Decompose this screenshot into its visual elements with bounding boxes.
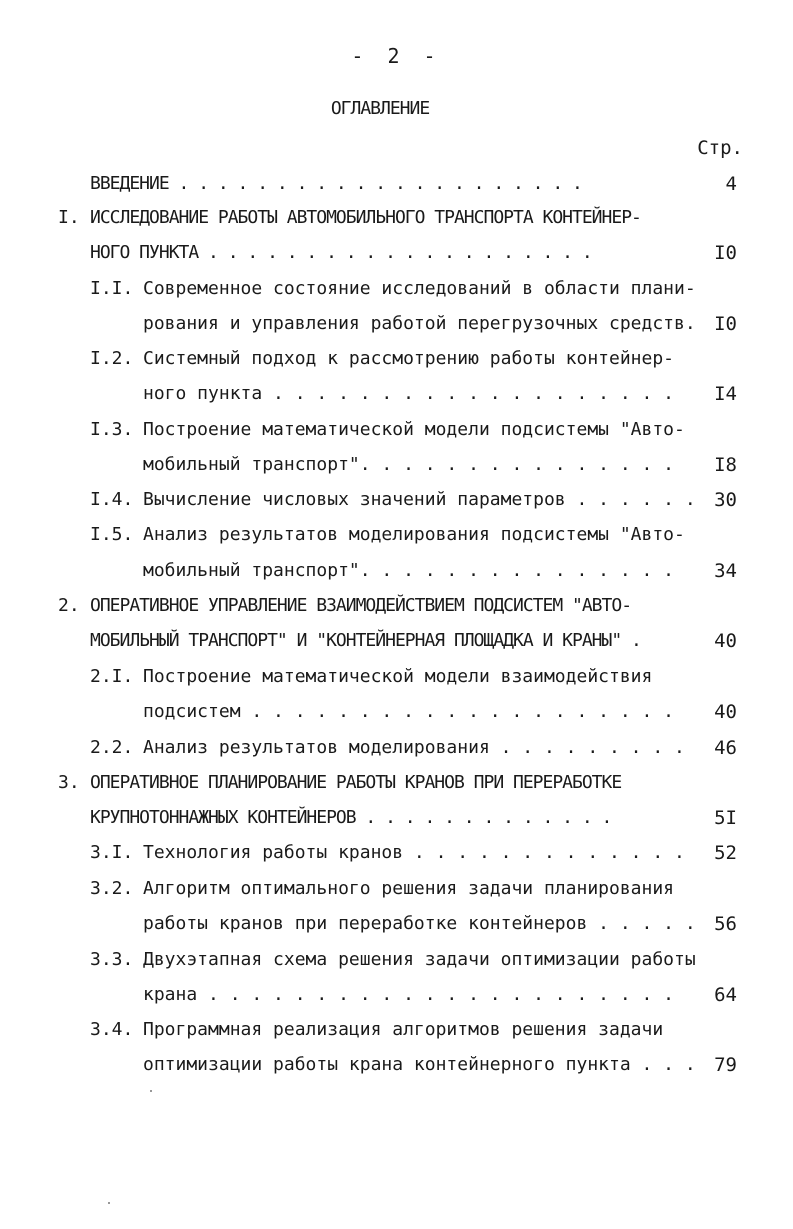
toc-entry-number: I.5. bbox=[90, 524, 134, 545]
toc-entry-number: I.3. bbox=[90, 419, 134, 440]
toc-entry-page: I0 bbox=[714, 242, 737, 264]
toc-entry-page: 4 bbox=[725, 173, 737, 195]
toc-entry-page: 79 bbox=[714, 1054, 737, 1076]
toc-entry-number: I.4. bbox=[90, 489, 134, 510]
toc-entry-page: 30 bbox=[714, 489, 737, 511]
toc-entry-text: Системный подход к рассмотрению работы контейнер- bbox=[143, 348, 675, 369]
toc-entry-text: ИССЛЕДОВАНИЕ РАБОТЫ АВТОМОБИЛЬНОГО ТРАНСПОРТА КОНТЕЙНЕР- bbox=[90, 207, 641, 228]
toc-entry-text: МОБИЛЬНЫЙ ТРАНСПОРТ" И "КОНТЕЙНЕРНАЯ ПЛОЩАДКА И КРАНЫ" . bbox=[90, 630, 641, 651]
toc-entry-number: I.2. bbox=[90, 348, 134, 369]
toc-entry-text: Алгоритм оптимального решения задачи планирования bbox=[143, 878, 675, 899]
toc-entry-text: оптимизации работы крана контейнерного пункта . . . bbox=[143, 1054, 696, 1075]
toc-entry-text: мобильный транспорт". . . . . . . . . . . . . . . bbox=[143, 454, 675, 475]
scan-speck bbox=[150, 1090, 152, 1092]
toc-entry-text: работы кранов при переработке контейнеров . . . . . bbox=[143, 913, 696, 934]
toc-entry-text: ОПЕРАТИВНОЕ ПЛАНИРОВАНИЕ РАБОТЫ КРАНОВ ПРИ ПЕРЕРАБОТКЕ bbox=[90, 772, 622, 793]
toc-entry-number: 2.2. bbox=[90, 737, 134, 758]
page-number: - 2 - bbox=[351, 44, 442, 68]
toc-entry-text: ОПЕРАТИВНОЕ УПРАВЛЕНИЕ ВЗАИМОДЕЙСТВИЕМ ПОДСИСТЕМ "АВТО- bbox=[90, 595, 632, 616]
toc-entry-number: 3. bbox=[58, 772, 80, 793]
toc-entry-text: Построение математической модели подсистемы "Авто- bbox=[143, 419, 685, 440]
toc-entry-text: НОГО ПУНКТА . . . . . . . . . . . . . . . . . . . . bbox=[90, 242, 592, 263]
page-column-header: Стр. bbox=[697, 137, 743, 159]
toc-entry-text: Технология работы кранов . . . . . . . . . . . . . bbox=[143, 842, 685, 863]
toc-entry-number: I.I. bbox=[90, 278, 134, 299]
toc-entry-text: мобильный транспорт". . . . . . . . . . . . . . . bbox=[143, 560, 675, 581]
toc-entry-text: КРУПНОТОННАЖНЫХ КОНТЕЙНЕРОВ . . . . . . . . . . . . . bbox=[90, 807, 612, 828]
toc-entry-text: Программная реализация алгоритмов решения задачи bbox=[143, 1019, 664, 1040]
scan-speck bbox=[108, 1202, 110, 1204]
toc-title: ОГЛАВЛЕНИЕ bbox=[330, 98, 430, 119]
toc-entry-text: Современное состояние исследований в области плани- bbox=[143, 278, 696, 299]
toc-entry-text: ВВЕДЕНИЕ . . . . . . . . . . . . . . . . . . . . . bbox=[90, 173, 582, 194]
toc-entry-page: 46 bbox=[714, 737, 737, 759]
toc-entry-number: I. bbox=[58, 207, 80, 228]
toc-entry-text: Анализ результатов моделирования подсистемы "Авто- bbox=[143, 524, 685, 545]
toc-entry-page: 5I bbox=[714, 807, 737, 829]
toc-entry-number: 3.3. bbox=[90, 949, 134, 970]
toc-entry-text: Двухэтапная схема решения задачи оптимизации работы bbox=[143, 949, 696, 970]
toc-entry-page: I4 bbox=[714, 383, 737, 405]
toc-entry-page: 64 bbox=[714, 984, 737, 1006]
toc-entry-page: 34 bbox=[714, 560, 737, 582]
toc-entry-number: 2.I. bbox=[90, 666, 134, 687]
toc-entry-number: 2. bbox=[58, 595, 80, 616]
toc-entry-page: I8 bbox=[714, 454, 737, 476]
toc-entry-text: Вычисление числовых значений параметров . . . . . . bbox=[143, 489, 696, 510]
toc-entry-number: 3.2. bbox=[90, 878, 134, 899]
toc-entry-number: 3.I. bbox=[90, 842, 134, 863]
toc-entry-text: Анализ результатов моделирования . . . . . . . . . bbox=[143, 737, 685, 758]
toc-entry-text: ного пункта . . . . . . . . . . . . . . . . . . . bbox=[143, 383, 675, 404]
toc-entry-number: 3.4. bbox=[90, 1019, 134, 1040]
toc-entry-page: 56 bbox=[714, 913, 737, 935]
toc-entry-page: 40 bbox=[714, 630, 737, 652]
toc-entry-text: подсистем . . . . . . . . . . . . . . . . . . . . bbox=[143, 701, 675, 722]
toc-entry-page: 52 bbox=[714, 842, 737, 864]
toc-entry-text: Построение математической модели взаимодействия bbox=[143, 666, 653, 687]
toc-entry-page: 40 bbox=[714, 701, 737, 723]
toc-entry-text: рования и управления работой перегрузочных средств. bbox=[143, 313, 696, 334]
toc-entry-text: крана . . . . . . . . . . . . . . . . . . . . . . bbox=[143, 984, 675, 1005]
toc-entry-page: I0 bbox=[714, 313, 737, 335]
